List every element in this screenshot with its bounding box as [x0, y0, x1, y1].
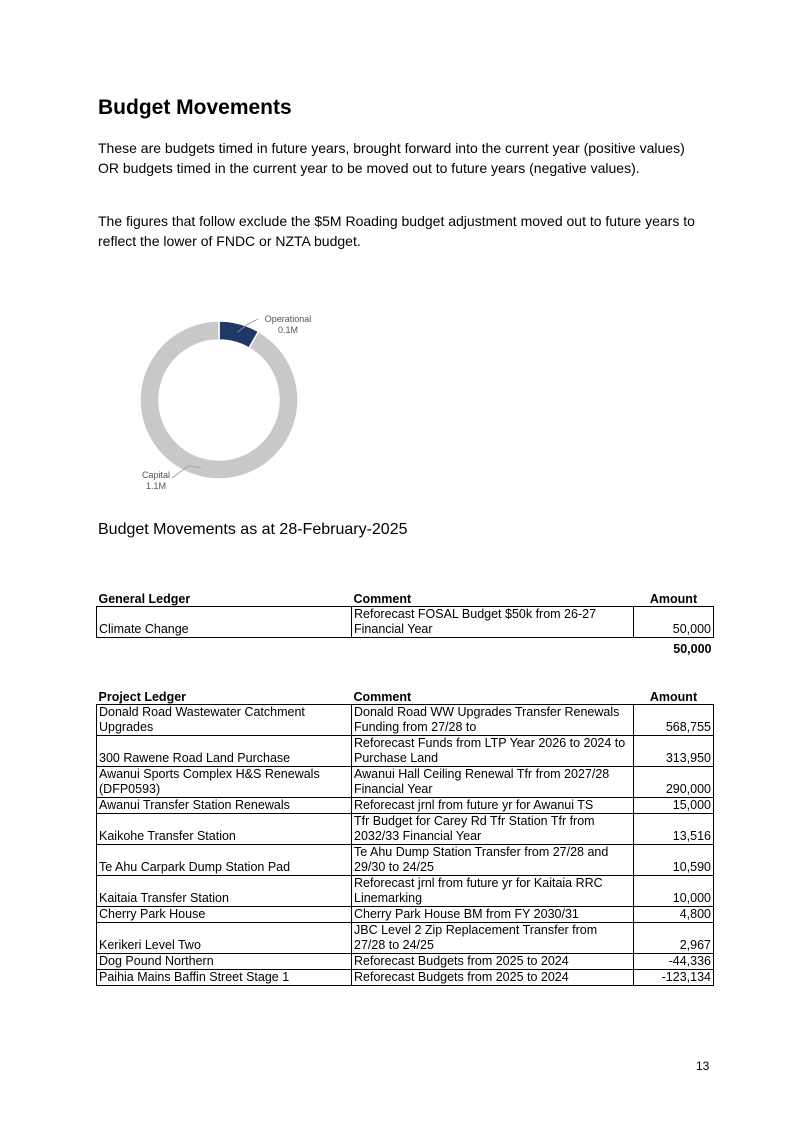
- table-header-row: [97, 684, 714, 705]
- comment-cell: Reforecast jrnl from future yr for Awanui TS: [352, 798, 634, 814]
- comment-cell: Donald Road WW Upgrades Transfer Renewals Funding from 27/28 to: [352, 705, 634, 736]
- section-title: Budget Movements as at 28-February-2025: [98, 521, 408, 538]
- amount-cell: 13,516: [634, 814, 714, 845]
- slice-label-capital: Capital: [141, 470, 171, 480]
- slice-value-capital: 1.1M: [145, 481, 167, 491]
- column-header-amount: Amount: [649, 592, 698, 606]
- comment-cell: Tfr Budget for Carey Rd Tfr Station Tfr from 2032/33 Financial Year: [352, 814, 634, 845]
- total-row: [97, 638, 714, 658]
- budget-donut-chart: [130, 306, 350, 506]
- comment-cell: Cherry Park House BM from FY 2030/31: [352, 907, 634, 923]
- comment-cell: Awanui Hall Ceiling Renewal Tfr from 2027/28 Financial Year: [352, 767, 634, 798]
- amount-cell: 10,590: [634, 845, 714, 876]
- amount-cell: -44,336: [634, 954, 714, 970]
- table-row: [97, 814, 714, 845]
- column-header-ledger: Project Ledger: [98, 690, 187, 704]
- table-row: [97, 954, 714, 970]
- table-row: [97, 876, 714, 907]
- comment-cell: Te Ahu Dump Station Transfer from 27/28 and 29/30 to 24/25: [352, 845, 634, 876]
- amount-cell: 290,000: [634, 767, 714, 798]
- project-ledger-table: [96, 684, 714, 986]
- column-header-ledger: General Ledger: [98, 592, 191, 606]
- table-row: [97, 607, 714, 638]
- table-header-row: [97, 586, 714, 607]
- note-paragraph: The figures that follow exclude the $5M Roading budget adjustment moved out to future years to reflect the lower of FNDC or NZTA budget.: [98, 213, 695, 249]
- column-header-comment: Comment: [353, 592, 412, 606]
- slice-value-operational: 0.1M: [277, 325, 299, 335]
- comment-cell: Reforecast FOSAL Budget $50k from 26-27 Financial Year: [352, 607, 634, 638]
- ledger-cell: Kaikohe Transfer Station: [97, 814, 352, 845]
- general-ledger-table: [96, 586, 714, 657]
- ledger-cell: Cherry Park House: [97, 907, 352, 923]
- ledger-cell: Awanui Transfer Station Renewals: [97, 798, 352, 814]
- ledger-cell: Paihia Mains Baffin Street Stage 1: [97, 970, 352, 986]
- page-number: 13: [696, 1059, 710, 1073]
- amount-cell: 50,000: [634, 607, 714, 638]
- column-header-amount: Amount: [649, 690, 698, 704]
- amount-cell: 568,755: [634, 705, 714, 736]
- amount-cell: 15,000: [634, 798, 714, 814]
- table-row: [97, 845, 714, 876]
- amount-cell: -123,134: [634, 970, 714, 986]
- ledger-cell: Awanui Sports Complex H&S Renewals (DFP0593): [97, 767, 352, 798]
- table-row: [97, 705, 714, 736]
- comment-cell: Reforecast Funds from LTP Year 2026 to 2024 to Purchase Land: [352, 736, 634, 767]
- ledger-cell: Donald Road Wastewater Catchment Upgrades: [97, 705, 352, 736]
- ledger-cell: 300 Rawene Road Land Purchase: [97, 736, 352, 767]
- table-row: [97, 970, 714, 986]
- page-heading: Budget Movements: [98, 96, 292, 119]
- table-row: [97, 798, 714, 814]
- comment-cell: JBC Level 2 Zip Replacement Transfer from 27/28 to 24/25: [352, 923, 634, 954]
- ledger-cell: Kerikeri Level Two: [97, 923, 352, 954]
- table-row: [97, 907, 714, 923]
- ledger-cell: Dog Pound Northern: [97, 954, 352, 970]
- table-row: [97, 767, 714, 798]
- ledger-cell: Kaitaia Transfer Station: [97, 876, 352, 907]
- table-row: [97, 736, 714, 767]
- column-header-comment: Comment: [353, 690, 412, 704]
- donut-slice-capital: [140, 321, 298, 479]
- amount-cell: 313,950: [634, 736, 714, 767]
- table-row: [97, 923, 714, 954]
- comment-cell: Reforecast Budgets from 2025 to 2024: [352, 954, 634, 970]
- general-ledger-total: 50,000: [673, 642, 712, 656]
- amount-cell: 10,000: [634, 876, 714, 907]
- ledger-cell: Te Ahu Carpark Dump Station Pad: [97, 845, 352, 876]
- intro-paragraph: These are budgets timed in future years, brought forward into the current year (positive values) OR budgets timed in the current year to be moved out to future years (negative values).: [98, 140, 685, 176]
- comment-cell: Reforecast Budgets from 2025 to 2024: [352, 970, 634, 986]
- ledger-cell: Climate Change: [97, 607, 352, 638]
- comment-cell: Reforecast jrnl from future yr for Kaitaia RRC Linemarking: [352, 876, 634, 907]
- slice-label-operational: Operational: [264, 314, 312, 324]
- amount-cell: 4,800: [634, 907, 714, 923]
- amount-cell: 2,967: [634, 923, 714, 954]
